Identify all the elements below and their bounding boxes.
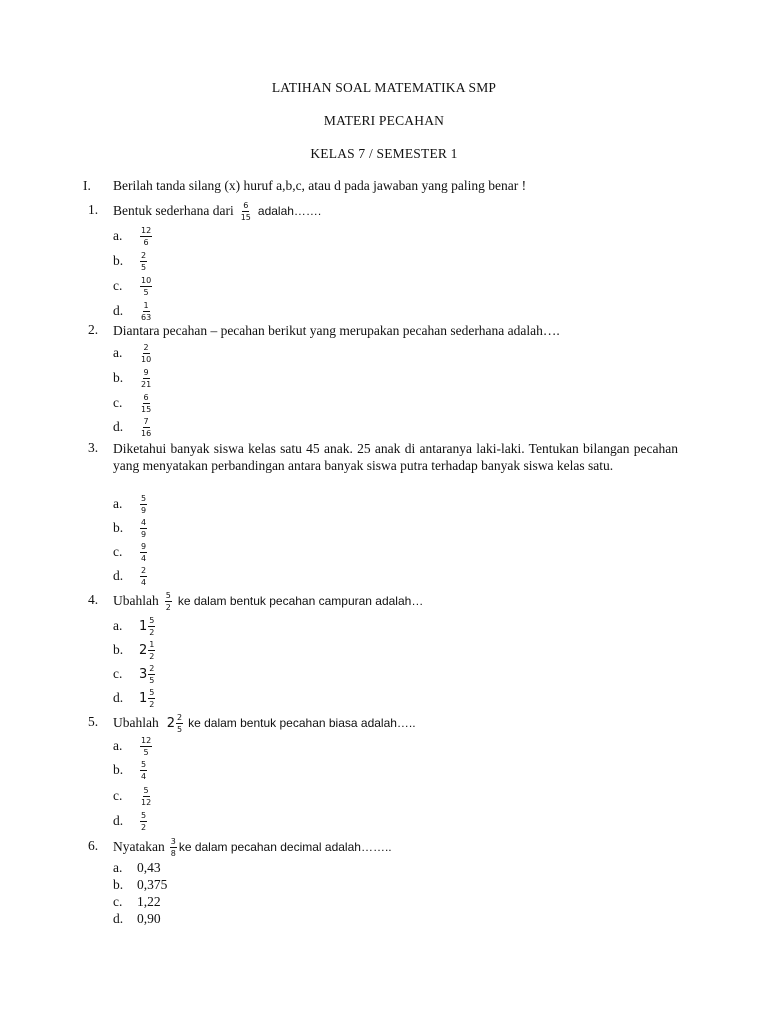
question-number: 1. xyxy=(88,202,99,217)
fraction-denominator: 21 xyxy=(141,379,152,389)
fraction-numerator: 5 xyxy=(141,493,147,503)
fraction-numerator: 2 xyxy=(141,250,147,260)
option-label: c. xyxy=(113,544,123,559)
fraction-numerator: 5 xyxy=(141,759,147,769)
option-d[interactable] xyxy=(113,909,161,929)
question-number: 6. xyxy=(88,838,99,853)
option-b[interactable] xyxy=(113,251,150,271)
fraction-denominator: 5 xyxy=(149,675,155,685)
fraction-denominator: 63 xyxy=(141,312,152,322)
fraction-numerator: 6 xyxy=(143,392,149,402)
option-label: d. xyxy=(113,568,124,583)
fraction-denominator: 4 xyxy=(141,553,147,563)
fraction-numerator: 3 xyxy=(170,836,176,846)
fraction-numerator: 2 xyxy=(143,342,149,352)
option-label: b. xyxy=(113,877,124,892)
fraction-denominator: 4 xyxy=(141,577,147,587)
question-fraction xyxy=(176,713,183,734)
fraction-denominator: 5 xyxy=(143,747,149,757)
option-fraction xyxy=(140,760,147,781)
option-a[interactable] xyxy=(113,343,155,363)
fraction-denominator: 6 xyxy=(143,237,149,247)
fraction-denominator: 8 xyxy=(170,848,176,858)
option-label: c. xyxy=(113,894,123,909)
option-c[interactable] xyxy=(113,786,155,806)
option-label: d. xyxy=(113,911,124,926)
worksheet-subtitle: MATERI PECAHAN xyxy=(323,113,445,128)
option-label: b. xyxy=(113,642,124,657)
option-c[interactable] xyxy=(113,542,150,562)
option-d[interactable] xyxy=(113,811,150,831)
mixed-whole: 3 xyxy=(139,666,148,682)
option-value: 0,375 xyxy=(137,877,168,892)
option-fraction xyxy=(148,640,155,661)
question-text xyxy=(113,714,678,732)
option-fraction xyxy=(140,786,152,807)
option-mixed-number xyxy=(137,640,158,661)
option-a[interactable] xyxy=(113,616,158,636)
fraction-denominator: 9 xyxy=(141,505,147,515)
fraction-denominator: 5 xyxy=(177,724,183,734)
mixed-whole: 2 xyxy=(139,642,148,658)
option-mixed-number xyxy=(137,688,158,709)
option-fraction xyxy=(140,393,152,414)
option-b[interactable] xyxy=(113,368,155,388)
option-fraction xyxy=(140,343,152,364)
mixed-whole: 1 xyxy=(139,690,148,706)
option-label: c. xyxy=(113,788,123,803)
question-text xyxy=(113,202,678,220)
option-fraction xyxy=(140,566,147,587)
question-number: 3. xyxy=(88,440,99,455)
question-prefix: Ubahlah xyxy=(113,593,159,608)
option-d[interactable] xyxy=(113,688,158,708)
option-fraction xyxy=(148,664,155,685)
option-fraction xyxy=(140,811,147,832)
section-number: I. xyxy=(83,178,91,193)
fraction-numerator: 2 xyxy=(149,663,155,673)
fraction-denominator: 9 xyxy=(141,529,147,539)
option-label: b. xyxy=(113,520,124,535)
option-fraction xyxy=(140,276,152,297)
fraction-numerator: 12 xyxy=(141,735,152,745)
worksheet-title: LATIHAN SOAL MATEMATIKA SMP xyxy=(271,80,497,95)
option-b[interactable] xyxy=(113,518,150,538)
fraction-numerator: 10 xyxy=(141,275,152,285)
option-fraction xyxy=(140,226,152,247)
option-c[interactable] xyxy=(113,393,155,413)
option-fraction xyxy=(140,494,147,515)
option-fraction xyxy=(140,301,152,322)
question-suffix: ke dalam pecahan decimal adalah…….. xyxy=(178,840,392,854)
option-a[interactable] xyxy=(113,736,155,756)
option-label: b. xyxy=(113,370,124,385)
question-text xyxy=(113,592,678,610)
option-label: c. xyxy=(113,666,123,681)
fraction-numerator: 5 xyxy=(149,615,155,625)
option-d[interactable] xyxy=(113,417,155,437)
question-suffix: ke dalam bentuk pecahan biasa adalah….. xyxy=(188,716,416,730)
fraction-numerator: 9 xyxy=(143,367,149,377)
mixed-whole: 1 xyxy=(139,618,148,634)
option-label: a. xyxy=(113,618,123,633)
fraction-numerator: 12 xyxy=(141,225,152,235)
option-mixed-number xyxy=(137,616,158,637)
option-label: c. xyxy=(113,395,123,410)
fraction-denominator: 15 xyxy=(240,212,251,222)
option-a[interactable] xyxy=(113,226,155,246)
option-label: b. xyxy=(113,762,124,777)
option-fraction xyxy=(148,616,155,637)
option-label: d. xyxy=(113,813,124,828)
fraction-numerator: 9 xyxy=(141,541,147,551)
option-c[interactable] xyxy=(113,664,158,684)
fraction-numerator: 5 xyxy=(165,590,171,600)
question-prefix: Bentuk sederhana dari xyxy=(113,203,234,218)
question-text xyxy=(113,838,678,856)
question-number: 2. xyxy=(88,322,99,337)
option-fraction xyxy=(140,417,152,438)
fraction-denominator: 4 xyxy=(141,771,147,781)
fraction-numerator: 5 xyxy=(143,785,149,795)
option-fraction xyxy=(140,251,147,272)
option-value: 0,90 xyxy=(137,911,161,926)
option-label: d. xyxy=(113,419,124,434)
option-label: a. xyxy=(113,345,123,360)
fraction-denominator: 2 xyxy=(149,699,155,709)
option-a[interactable] xyxy=(113,494,150,514)
fraction-denominator: 2 xyxy=(149,651,155,661)
fraction-denominator: 2 xyxy=(141,822,147,832)
question-suffix: adalah……. xyxy=(257,204,322,218)
option-label: c. xyxy=(113,278,123,293)
fraction-denominator: 12 xyxy=(141,797,152,807)
option-label: d. xyxy=(113,303,124,318)
fraction-numerator: 5 xyxy=(141,810,147,820)
fraction-denominator: 5 xyxy=(141,262,147,272)
option-fraction xyxy=(140,542,147,563)
option-label: d. xyxy=(113,690,124,705)
question-fraction xyxy=(170,837,177,858)
option-fraction xyxy=(148,688,155,709)
question-fraction xyxy=(240,201,252,222)
question-text: Diketahui banyak siswa kelas satu 45 anak. 25 anak di antaranya laki-laki. Tentukan bilangan pecahan yang menyatakan perbandingan antara banyak siswa putra terhadap banyak siswa kelas satu. xyxy=(113,441,678,473)
fraction-denominator: 2 xyxy=(149,627,155,637)
fraction-denominator: 16 xyxy=(141,428,152,438)
option-label: b. xyxy=(113,253,124,268)
option-b[interactable] xyxy=(113,760,150,780)
fraction-numerator: 2 xyxy=(177,712,183,722)
option-label: a. xyxy=(113,860,123,875)
fraction-numerator: 1 xyxy=(149,639,155,649)
option-mixed-number xyxy=(137,664,158,685)
fraction-denominator: 2 xyxy=(165,602,171,612)
mixed-whole: 2 xyxy=(166,715,176,731)
fraction-numerator: 4 xyxy=(141,517,147,527)
question-mixed-number xyxy=(165,713,186,734)
question-suffix: ke dalam bentuk pecahan campuran adalah… xyxy=(177,594,424,608)
option-value: 0,43 xyxy=(137,860,161,875)
worksheet-grade: KELAS 7 / SEMESTER 1 xyxy=(310,146,458,161)
option-d[interactable] xyxy=(113,301,155,321)
fraction-denominator: 5 xyxy=(143,287,149,297)
option-b[interactable] xyxy=(113,640,158,660)
section-instruction: Berilah tanda silang (x) huruf a,b,c, atau d pada jawaban yang paling benar ! xyxy=(113,178,527,193)
option-fraction xyxy=(140,518,147,539)
option-value: 1,22 xyxy=(137,894,161,909)
question-number: 5. xyxy=(88,714,99,729)
option-label: a. xyxy=(113,228,123,243)
question-prefix: Ubahlah xyxy=(113,715,159,730)
fraction-denominator: 15 xyxy=(141,404,152,414)
question-fraction xyxy=(165,591,172,612)
option-d[interactable] xyxy=(113,566,150,586)
option-label: a. xyxy=(113,496,123,511)
option-fraction xyxy=(140,736,152,757)
option-fraction xyxy=(140,368,152,389)
fraction-numerator: 1 xyxy=(143,300,149,310)
question-number: 4. xyxy=(88,592,99,607)
question-prefix: Nyatakan xyxy=(113,839,165,854)
option-label: a. xyxy=(113,738,123,753)
fraction-numerator: 7 xyxy=(143,416,149,426)
fraction-numerator: 6 xyxy=(243,200,249,210)
fraction-numerator: 5 xyxy=(149,687,155,697)
question-text: Diantara pecahan – pecahan berikut yang merupakan pecahan sederhana adalah…. xyxy=(113,323,560,338)
option-c[interactable] xyxy=(113,276,155,296)
fraction-numerator: 2 xyxy=(141,565,147,575)
fraction-denominator: 10 xyxy=(141,354,152,364)
